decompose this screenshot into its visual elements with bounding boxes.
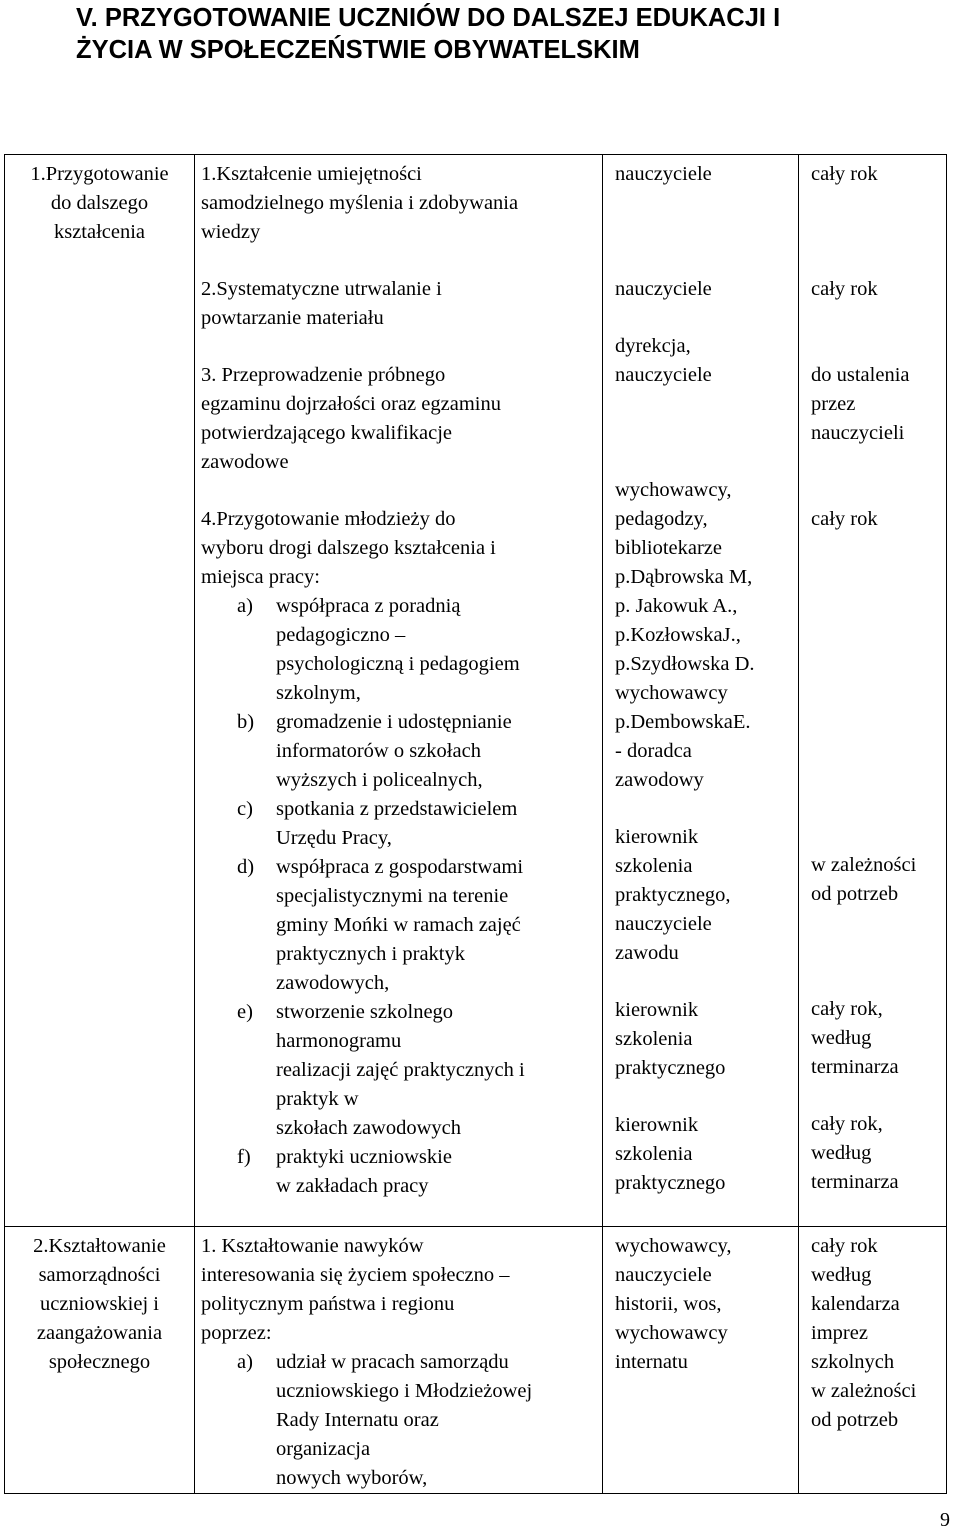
table-row bbox=[5, 155, 947, 1227]
text-line: w zależności bbox=[811, 1380, 917, 1402]
timing-cell bbox=[799, 1227, 947, 1494]
text-line: harmonogramu bbox=[276, 1030, 402, 1052]
table-row bbox=[5, 1227, 947, 1494]
text-line: terminarza bbox=[811, 1171, 899, 1193]
task-intro bbox=[201, 1232, 602, 1348]
section-heading-line-1: V. PRZYGOTOWANIE UCZNIÓW DO DALSZEJ EDUKACJI I bbox=[76, 4, 781, 32]
text-line: cały rok, bbox=[811, 998, 883, 1020]
text-line: szkolenia bbox=[615, 1143, 693, 1165]
text-line: spotkania z przedstawicielem bbox=[276, 798, 518, 820]
text-line: 3. Przeprowadzenie próbnego bbox=[201, 364, 446, 386]
timing-4a bbox=[811, 505, 946, 534]
text-line: praktycznego, bbox=[615, 884, 731, 906]
subtask-item bbox=[201, 708, 602, 795]
text-line: Rady Internatu oraz bbox=[276, 1409, 439, 1431]
tasks-cell bbox=[195, 1227, 603, 1494]
text-line: współpraca z poradnią bbox=[276, 595, 461, 617]
text-line: poprzez: bbox=[201, 1322, 272, 1344]
text-line: nauczyciele bbox=[615, 1264, 712, 1286]
text-line: szkolenia bbox=[615, 1028, 693, 1050]
education-plan-table bbox=[4, 154, 947, 1494]
subtask-item bbox=[201, 1348, 602, 1493]
text-line: wiedzy bbox=[201, 221, 261, 243]
timing-4f bbox=[811, 1110, 946, 1197]
task-3 bbox=[201, 361, 602, 477]
text-line: gromadzenie i udostępnianie bbox=[276, 711, 512, 733]
text-line: egzaminu dojrzałości oraz egzaminu bbox=[201, 393, 501, 415]
text-line: do ustalenia bbox=[811, 364, 910, 386]
responsible-4a bbox=[615, 476, 798, 795]
text-line: p.Szydłowska D. bbox=[615, 653, 755, 675]
text-line: p.KozłowskaJ., bbox=[615, 624, 741, 646]
text-line: politycznym państwa i regionu bbox=[201, 1293, 455, 1315]
text-line: wyboru drogi dalszego kształcenia i bbox=[201, 537, 496, 559]
subtask-item bbox=[201, 853, 602, 998]
subtask-marker: b) bbox=[237, 711, 255, 733]
text-line: kalendarza bbox=[811, 1293, 900, 1315]
text-line: zawodowych, bbox=[276, 972, 390, 994]
text-line: szkolenia bbox=[615, 855, 693, 877]
text-line: kształcenia bbox=[53, 221, 146, 243]
responsible-4e bbox=[615, 996, 798, 1083]
text-line: bibliotekarze bbox=[615, 537, 723, 559]
text-line: dyrekcja, bbox=[615, 335, 691, 357]
text-line: praktyki uczniowskie bbox=[276, 1146, 452, 1168]
text-line: wyższych i policealnych, bbox=[276, 769, 483, 791]
text-line: 1.Przygotowanie bbox=[30, 163, 169, 185]
text-line: kierownik bbox=[615, 826, 699, 848]
text-line: terminarza bbox=[811, 1056, 899, 1078]
text-line: w zakładach pracy bbox=[276, 1175, 429, 1197]
text-line: p.Dąbrowska M, bbox=[615, 566, 753, 588]
text-line: pedagogiczno – bbox=[276, 624, 406, 646]
task-2 bbox=[201, 275, 602, 333]
text-line: cały rok, bbox=[811, 1113, 883, 1135]
text-line: samorządności bbox=[38, 1264, 161, 1286]
text-line: szkolnych bbox=[811, 1351, 895, 1373]
text-line: uczniowskiego i Młodzieżowej bbox=[276, 1380, 533, 1402]
text-line: stworzenie szkolnego bbox=[276, 1001, 454, 1023]
text-line: zawodowy bbox=[615, 769, 704, 791]
text-line: praktycznego bbox=[615, 1172, 726, 1194]
timing-text bbox=[811, 1232, 946, 1435]
text-line: p. Jakowuk A., bbox=[615, 595, 738, 617]
text-line: psychologiczną i pedagogiem bbox=[276, 653, 520, 675]
text-line: specjalistycznymi na terenie bbox=[276, 885, 509, 907]
text-line: kierownik bbox=[615, 999, 699, 1021]
task-1 bbox=[201, 160, 602, 247]
text-line: nauczyciele bbox=[615, 364, 712, 386]
text-line: cały rok bbox=[811, 278, 878, 300]
text-line: 4.Przygotowanie młodzieży do bbox=[201, 508, 456, 530]
text-line: Urzędu Pracy, bbox=[276, 827, 392, 849]
subtask-marker: c) bbox=[237, 798, 253, 820]
text-line: historii, wos, bbox=[615, 1293, 722, 1315]
text-line: nauczyciele bbox=[615, 163, 712, 185]
area-text bbox=[7, 160, 192, 247]
timing-4e bbox=[811, 995, 946, 1082]
subtask-item bbox=[201, 998, 602, 1143]
timing-3 bbox=[811, 361, 946, 448]
text-line: interesowania się życiem społeczno – bbox=[201, 1264, 510, 1286]
responsible-cell bbox=[603, 155, 799, 1227]
responsible-4d bbox=[615, 823, 798, 968]
text-line: cały rok bbox=[811, 1235, 878, 1257]
responsible-1 bbox=[615, 160, 798, 189]
text-line: - doradca bbox=[615, 740, 692, 762]
text-line: wychowawcy, bbox=[615, 1235, 732, 1257]
text-line: szkołach zawodowych bbox=[276, 1117, 462, 1139]
text-line: realizacji zajęć praktycznych i bbox=[276, 1059, 525, 1081]
text-line: od potrzeb bbox=[811, 883, 899, 905]
timing-1 bbox=[811, 160, 946, 189]
area-text bbox=[7, 1232, 192, 1377]
text-line: wychowawcy, bbox=[615, 479, 732, 501]
text-line: według bbox=[811, 1142, 872, 1164]
subtask-item bbox=[201, 592, 602, 708]
text-line: p.DembowskaE. bbox=[615, 711, 751, 733]
responsible-cell bbox=[603, 1227, 799, 1494]
text-line: do dalszego bbox=[50, 192, 149, 214]
text-line: 2.Systematyczne utrwalanie i bbox=[201, 278, 442, 300]
text-line: miejsca pracy: bbox=[201, 566, 320, 588]
responsible-2 bbox=[615, 275, 798, 304]
text-line: współpraca z gospodarstwami bbox=[276, 856, 524, 878]
text-line: w zależności bbox=[811, 854, 917, 876]
text-line: praktyk w bbox=[276, 1088, 359, 1110]
subtask-marker: a) bbox=[237, 1351, 253, 1373]
text-line: wychowawcy bbox=[615, 682, 728, 704]
text-line: wychowawcy bbox=[615, 1322, 728, 1344]
timing-4d bbox=[811, 851, 946, 909]
text-line: praktycznych i praktyk bbox=[276, 943, 465, 965]
text-line: cały rok bbox=[811, 508, 878, 530]
text-line: organizacja bbox=[276, 1438, 371, 1460]
page-number: 9 bbox=[940, 1509, 950, 1531]
section-heading bbox=[76, 2, 936, 66]
task-4 bbox=[201, 505, 602, 1201]
text-line: według bbox=[811, 1264, 872, 1286]
text-line: zawodowe bbox=[201, 451, 289, 473]
subtask-marker: a) bbox=[237, 595, 253, 617]
text-line: 1.Kształcenie umiejętności bbox=[201, 163, 422, 185]
text-line: internatu bbox=[615, 1351, 688, 1373]
text-line: nowych wyborów, bbox=[276, 1467, 428, 1489]
text-line: szkolnym, bbox=[276, 682, 361, 704]
responsible-text bbox=[615, 1232, 798, 1377]
subtask-marker: f) bbox=[237, 1146, 251, 1168]
text-line: potwierdzającego kwalifikacje bbox=[201, 422, 452, 444]
text-line: gminy Mońki w ramach zajęć bbox=[276, 914, 521, 936]
text-line: zawodu bbox=[615, 942, 679, 964]
text-line: praktycznego bbox=[615, 1057, 726, 1079]
timing-2 bbox=[811, 275, 946, 304]
text-line: kierownik bbox=[615, 1114, 699, 1136]
text-line: powtarzanie materiału bbox=[201, 307, 384, 329]
text-line: nauczyciele bbox=[615, 913, 712, 935]
text-line: zaangażowania bbox=[36, 1322, 163, 1344]
subtask-list bbox=[201, 592, 602, 1201]
responsible-3 bbox=[615, 332, 798, 390]
timing-cell bbox=[799, 155, 947, 1227]
text-line: 1. Kształtowanie nawyków bbox=[201, 1235, 424, 1257]
text-line: nauczyciele bbox=[615, 278, 712, 300]
text-line: uczniowskiej i bbox=[40, 1293, 159, 1315]
text-line: pedagodzy, bbox=[615, 508, 708, 530]
text-line: przez bbox=[811, 393, 856, 415]
text-line: od potrzeb bbox=[811, 1409, 899, 1431]
text-line: imprez bbox=[811, 1322, 868, 1344]
text-line: według bbox=[811, 1027, 872, 1049]
text-line: społecznego bbox=[48, 1351, 151, 1373]
area-cell bbox=[5, 155, 195, 1227]
section-heading-line-2: ŻYCIA W SPOŁECZEŃSTWIE OBYWATELSKIM bbox=[76, 36, 640, 64]
text-line: samodzielnego myślenia i zdobywania bbox=[201, 192, 519, 214]
subtask-item bbox=[201, 795, 602, 853]
text-line: nauczycieli bbox=[811, 422, 905, 444]
tasks-cell bbox=[195, 155, 603, 1227]
responsible-4f bbox=[615, 1111, 798, 1198]
text-line: 2.Kształtowanie bbox=[33, 1235, 166, 1257]
area-cell bbox=[5, 1227, 195, 1494]
subtask-item bbox=[201, 1143, 602, 1201]
task-4-intro bbox=[201, 505, 602, 592]
subtask-list bbox=[201, 1348, 602, 1493]
subtask-marker: d) bbox=[237, 856, 255, 878]
text-line: informatorów o szkołach bbox=[276, 740, 481, 762]
text-line: udział w pracach samorządu bbox=[276, 1351, 509, 1373]
subtask-marker: e) bbox=[237, 1001, 253, 1023]
text-line: cały rok bbox=[811, 163, 878, 185]
